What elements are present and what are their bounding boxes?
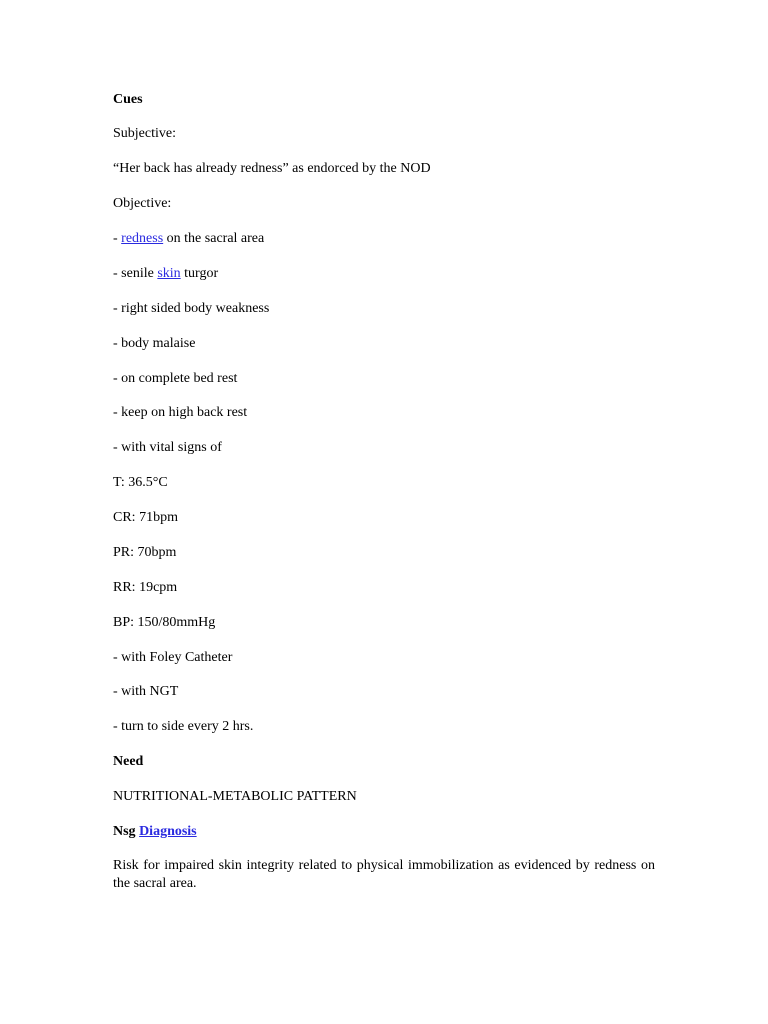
- diagnosis-text: Risk for impaired skin integrity related to physical immobilization as evidenced by redness on the sacral area.: [113, 858, 655, 891]
- objective-item: - with NGT: [113, 684, 179, 699]
- objective-item: - turn to side every 2 hrs.: [113, 719, 254, 734]
- vital-sign-pulse-rate: PR: 70bpm: [113, 545, 177, 560]
- objective-item: - with vital signs of: [113, 440, 222, 455]
- objective-item-skin: [113, 265, 218, 282]
- objective-item-suffix: on the sacral area: [163, 231, 265, 246]
- diagnosis-link[interactable]: Diagnosis: [139, 824, 197, 839]
- objective-item-prefix: -: [113, 231, 122, 246]
- cues-heading: Cues: [113, 92, 143, 107]
- objective-item-suffix: turgor: [180, 266, 219, 281]
- objective-item: - body malaise: [113, 336, 196, 351]
- objective-item: - keep on high back rest: [113, 405, 248, 420]
- subjective-quote: “Her back has already redness” as endorced by the NOD: [113, 161, 431, 176]
- objective-label: Objective:: [113, 196, 172, 211]
- need-heading: Need: [113, 754, 144, 769]
- objective-item: - with Foley Catheter: [113, 650, 233, 665]
- redness-link[interactable]: redness: [121, 231, 164, 246]
- vital-sign-blood-pressure: BP: 150/80mmHg: [113, 615, 216, 630]
- diagnosis-heading: [113, 823, 197, 840]
- skin-link[interactable]: skin: [157, 266, 181, 281]
- objective-item: - on complete bed rest: [113, 371, 238, 386]
- vital-sign-respiratory-rate: RR: 19cpm: [113, 580, 178, 595]
- objective-item-prefix: - senile: [113, 266, 158, 281]
- vital-sign-cardiac-rate: CR: 71bpm: [113, 510, 178, 525]
- subjective-label: Subjective:: [113, 126, 176, 141]
- objective-item-redness: [113, 230, 264, 247]
- vital-sign-temperature: T: 36.5°C: [113, 475, 168, 490]
- objective-item: - right sided body weakness: [113, 301, 270, 316]
- diagnosis-prefix: Nsg: [113, 824, 140, 839]
- need-value: NUTRITIONAL-METABOLIC PATTERN: [113, 789, 357, 804]
